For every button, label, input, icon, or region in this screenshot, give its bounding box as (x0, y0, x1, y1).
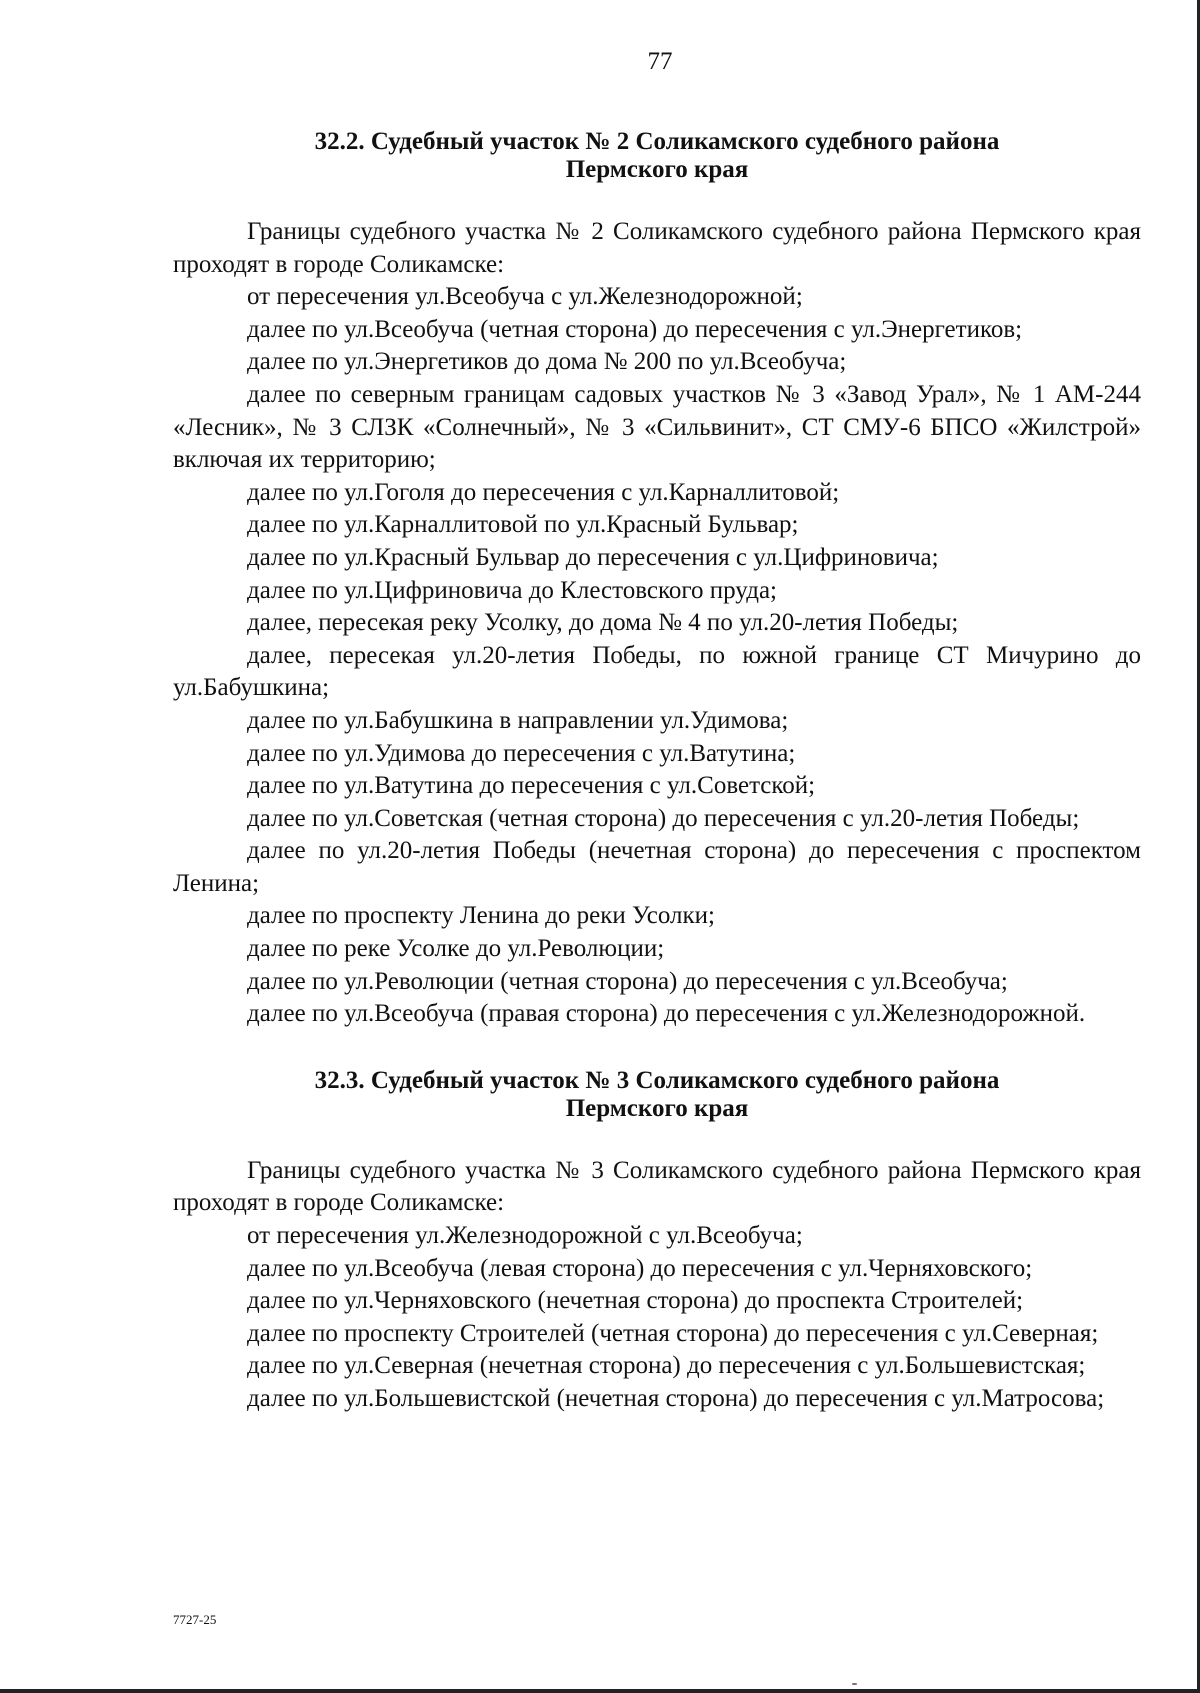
paragraph: далее по ул.Всеобуча (левая сторона) до пересечения с ул.Черняховского; (247, 1254, 1033, 1282)
paragraph: далее по проспекту Строителей (четная сторона) до пересечения с ул.Северная; (247, 1319, 1099, 1347)
paragraph: далее по ул.Красный Бульвар до пересечения с ул.Цифриновича; (247, 543, 939, 571)
paragraph: от пересечения ул.Железнодорожной с ул.Всеобуча; (247, 1222, 803, 1250)
paragraph: далее по ул.Всеобуча (правая сторона) до пересечения с ул.Железнодорожной. (247, 1000, 1086, 1028)
paragraph: от пересечения ул.Всеобуча с ул.Железнодорожной; (247, 283, 803, 311)
paragraph: далее по реке Усолке до ул.Революции; (247, 935, 665, 963)
section-heading-line1: 32.2. Судебный участок № 2 Соликамского судебного района (314, 128, 1000, 155)
paragraph: далее по северным границам садовых участков № 3 «Завод Урал», № 1 АМ-244 «Лесник», № 3 СЛЗК «Солнечный», № 3 «Сильвинит», СТ СМУ-6 БПСО «Жилстрой» включая их территорию; (173, 380, 1141, 474)
section-heading (173, 128, 1141, 184)
paragraph: далее по ул.Большевистской (нечетная сторона) до пересечения с ул.Матросова; (247, 1385, 1105, 1412)
section-heading-line2: Пермского края (565, 1094, 749, 1122)
paragraph: далее, пересекая реку Усолку, до дома № 4 по ул.20-летия Победы; (247, 609, 959, 637)
paragraph: далее по ул.Энергетиков до дома № 200 по ул.Всеобуча; (247, 348, 847, 376)
section-heading (173, 1067, 1141, 1123)
page-number: 77 (647, 48, 673, 75)
paragraph: далее по ул.Бабушкина в направлении ул.Удимова; (247, 706, 789, 734)
paragraph: далее по ул.Черняховского (нечетная сторона) до проспекта Строителей; (247, 1287, 1024, 1315)
document-code: 7727-25 (173, 1612, 217, 1627)
paragraph: Границы судебного участка № 3 Соликамского судебного района Пермского края проходят в городе Соликамске: (173, 1156, 1141, 1217)
paragraph: далее по ул.Карналлитовой по ул.Красный Бульвар; (247, 511, 799, 539)
paragraph: Границы судебного участка № 2 Соликамского судебного района Пермского края проходят в городе Соликамске: (173, 218, 1141, 278)
document-body (173, 128, 1141, 1416)
paragraph: далее, пересекая ул.20-летия Победы, по южной границе СТ Мичурино до ул.Бабушкина; (173, 641, 1141, 702)
section-heading-line2: Пермского края (565, 156, 749, 183)
paragraph: далее по ул.Цифриновича до Клестовского пруда; (247, 576, 777, 604)
scan-speck (852, 1683, 857, 1685)
paragraph: далее по проспекту Ленина до реки Усолки; (247, 902, 715, 930)
paragraph: далее по ул.Северная (нечетная сторона) до пересечения с ул.Большевистская; (247, 1352, 1086, 1380)
paragraph: далее по ул.Ватутина до пересечения с ул.Советской; (247, 772, 816, 800)
paragraph: далее по ул.Советская (четная сторона) до пересечения с ул.20-летия Победы; (247, 804, 1080, 832)
section-heading-line1: 32.3. Судебный участок № 3 Соликамского судебного района (314, 1066, 1000, 1094)
paragraph: далее по ул.Гоголя до пересечения с ул.Карналлитовой; (247, 478, 840, 506)
section-32-2 (173, 128, 1141, 1031)
paragraph: далее по ул.Всеобуча (четная сторона) до пересечения с ул.Энергетиков; (247, 315, 1023, 343)
section-32-3 (173, 1067, 1141, 1416)
paragraph: далее по ул.Удимова до пересечения с ул.Ватутина; (247, 739, 796, 767)
paragraph: далее по ул.20-летия Победы (нечетная сторона) до пересечения с проспектом Ленина; (173, 837, 1141, 897)
paragraph: далее по ул.Революции (четная сторона) до пересечения с ул.Всеобуча; (247, 967, 1008, 995)
scan-edge-bottom (0, 1689, 1200, 1693)
